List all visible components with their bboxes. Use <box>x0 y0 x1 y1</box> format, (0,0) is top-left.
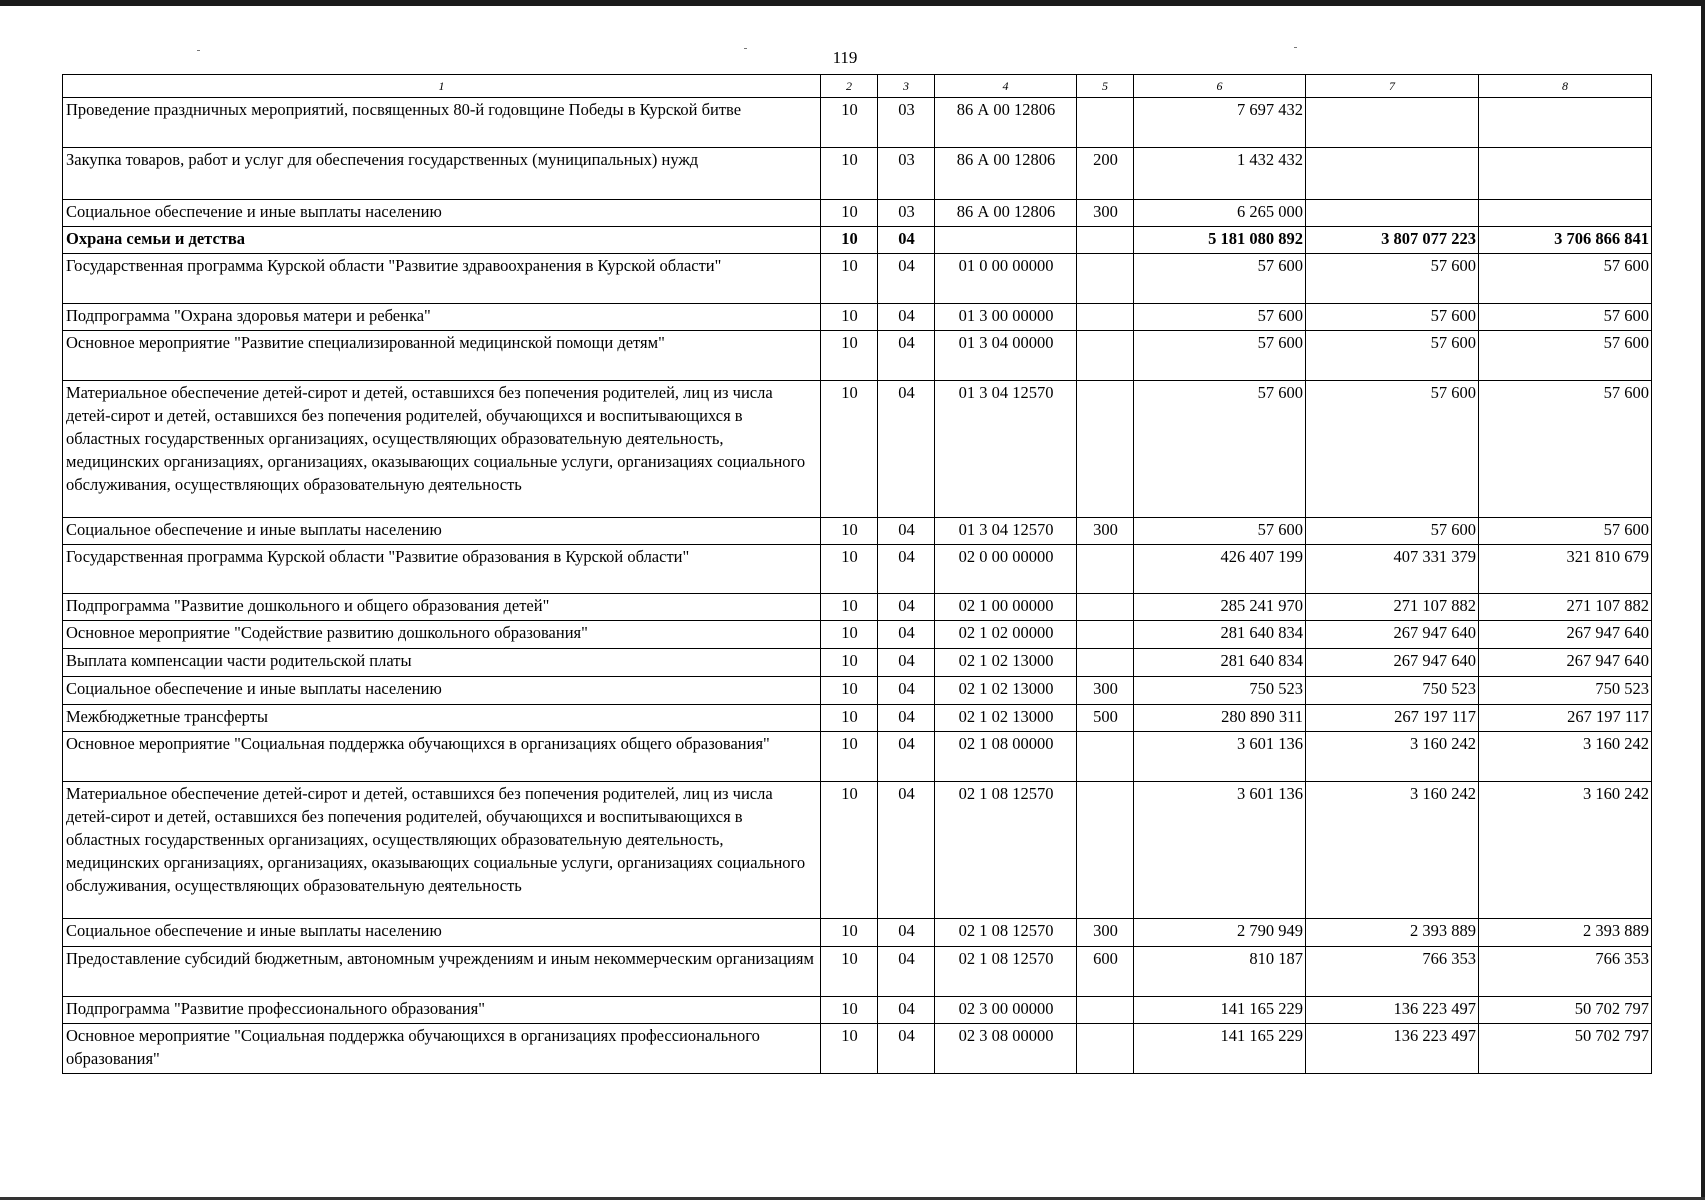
table-row <box>63 1024 1652 1074</box>
row-name: Подпрограмма "Охрана здоровья матери и ребенка" <box>63 304 821 331</box>
subsection-code: 04 <box>878 304 935 331</box>
target-article-code: 02 1 02 13000 <box>935 649 1077 677</box>
section-code: 10 <box>821 649 878 677</box>
subsection-code: 04 <box>878 621 935 649</box>
subsection-code: 03 <box>878 200 935 227</box>
amount-year-1: 5 181 080 892 <box>1134 227 1306 254</box>
subsection-code: 03 <box>878 98 935 148</box>
scan-border-right <box>1701 0 1705 1200</box>
section-code: 10 <box>821 677 878 705</box>
target-article-code: 02 1 00 00000 <box>935 594 1077 621</box>
amount-year-1: 750 523 <box>1134 677 1306 705</box>
amount-year-1: 281 640 834 <box>1134 621 1306 649</box>
subsection-code: 03 <box>878 148 935 200</box>
row-name: Социальное обеспечение и иные выплаты населению <box>63 677 821 705</box>
amount-year-3: 2 393 889 <box>1479 919 1652 947</box>
row-name: Основное мероприятие "Развитие специализированной медицинской помощи детям" <box>63 331 821 381</box>
amount-year-3: 50 702 797 <box>1479 1024 1652 1074</box>
table-row <box>63 782 1652 919</box>
subsection-code: 04 <box>878 947 935 997</box>
section-code: 10 <box>821 545 878 594</box>
table-row <box>63 545 1652 594</box>
section-code: 10 <box>821 98 878 148</box>
expense-type-code <box>1077 331 1134 381</box>
amount-year-1: 280 890 311 <box>1134 705 1306 732</box>
section-code: 10 <box>821 227 878 254</box>
page-number: 119 <box>832 48 858 67</box>
subsection-code: 04 <box>878 594 935 621</box>
amount-year-2: 3 160 242 <box>1306 782 1479 919</box>
target-article-code: 02 1 02 00000 <box>935 621 1077 649</box>
target-article-code: 02 1 08 12570 <box>935 947 1077 997</box>
amount-year-2: 766 353 <box>1306 947 1479 997</box>
row-name: Государственная программа Курской области "Развитие здравоохранения в Курской области" <box>63 254 821 304</box>
amount-year-2 <box>1306 148 1479 200</box>
amount-year-1: 3 601 136 <box>1134 732 1306 782</box>
expense-type-code <box>1077 732 1134 782</box>
row-name: Охрана семьи и детства <box>63 227 821 254</box>
section-code: 10 <box>821 594 878 621</box>
row-name: Государственная программа Курской области "Развитие образования в Курской области" <box>63 545 821 594</box>
expense-type-code <box>1077 254 1134 304</box>
target-article-code: 02 1 08 12570 <box>935 782 1077 919</box>
table-row <box>63 705 1652 732</box>
section-code: 10 <box>821 1024 878 1074</box>
table-row <box>63 997 1652 1024</box>
section-code: 10 <box>821 304 878 331</box>
amount-year-3: 267 947 640 <box>1479 649 1652 677</box>
row-name: Выплата компенсации части родительской платы <box>63 649 821 677</box>
target-article-code: 01 3 04 12570 <box>935 518 1077 545</box>
row-name: Материальное обеспечение детей-сирот и детей, оставшихся без попечения родителей, лиц из числа детей-сирот и детей, оставшихся без попечения родителей, обучающихся и воспитывающихся в областных государственных организациях, осуществляющих образовательную деятельность, медицинских организациях, организациях, оказывающих социальные услуги, организациях социального обслуживания, осуществляющих образовательную деятельность <box>63 381 821 518</box>
section-code: 10 <box>821 200 878 227</box>
row-name: Проведение праздничных мероприятий, посвященных 80-й годовщине Победы в Курской битве <box>63 98 821 148</box>
expense-type-code: 300 <box>1077 919 1134 947</box>
amount-year-3: 267 197 117 <box>1479 705 1652 732</box>
subsection-code: 04 <box>878 518 935 545</box>
amount-year-3: 57 600 <box>1479 331 1652 381</box>
amount-year-1: 3 601 136 <box>1134 782 1306 919</box>
table-row <box>63 677 1652 705</box>
amount-year-1: 57 600 <box>1134 381 1306 518</box>
row-name: Подпрограмма "Развитие дошкольного и общего образования детей" <box>63 594 821 621</box>
section-code: 10 <box>821 148 878 200</box>
row-name: Материальное обеспечение детей-сирот и детей, оставшихся без попечения родителей, лиц из числа детей-сирот и детей, оставшихся без попечения родителей, обучающихся и воспитывающихся в областных государственных организациях, осуществляющих образовательную деятельность, медицинских организациях, организациях, оказывающих социальные услуги, организациях социального обслуживания, осуществляющих образовательную деятельность <box>63 782 821 919</box>
column-number-row <box>63 75 1652 98</box>
target-article-code: 86 А 00 12806 <box>935 200 1077 227</box>
row-name: Социальное обеспечение и иные выплаты населению <box>63 518 821 545</box>
amount-year-1: 281 640 834 <box>1134 649 1306 677</box>
amount-year-3: 750 523 <box>1479 677 1652 705</box>
expense-type-code <box>1077 649 1134 677</box>
table-row <box>63 947 1652 997</box>
expense-type-code <box>1077 545 1134 594</box>
amount-year-2: 750 523 <box>1306 677 1479 705</box>
amount-year-2: 271 107 882 <box>1306 594 1479 621</box>
table-row <box>63 200 1652 227</box>
column-header: 3 <box>878 75 935 98</box>
expense-type-code: 300 <box>1077 200 1134 227</box>
row-name: Подпрограмма "Развитие профессионального образования" <box>63 997 821 1024</box>
subsection-code: 04 <box>878 705 935 732</box>
target-article-code: 02 3 08 00000 <box>935 1024 1077 1074</box>
subsection-code: 04 <box>878 732 935 782</box>
row-name: Основное мероприятие "Содействие развитию дошкольного образования" <box>63 621 821 649</box>
subsection-code: 04 <box>878 919 935 947</box>
amount-year-2: 57 600 <box>1306 254 1479 304</box>
amount-year-2: 57 600 <box>1306 304 1479 331</box>
target-article-code: 01 3 04 00000 <box>935 331 1077 381</box>
row-name: Предоставление субсидий бюджетным, автономным учреждениям и иным некоммерческим организациям <box>63 947 821 997</box>
expense-type-code <box>1077 304 1134 331</box>
column-header: 4 <box>935 75 1077 98</box>
amount-year-1: 57 600 <box>1134 254 1306 304</box>
target-article-code: 01 3 04 12570 <box>935 381 1077 518</box>
table-row <box>63 649 1652 677</box>
subsection-code: 04 <box>878 1024 935 1074</box>
row-name: Закупка товаров, работ и услуг для обеспечения государственных (муниципальных) нужд <box>63 148 821 200</box>
target-article-code: 02 1 08 00000 <box>935 732 1077 782</box>
section-code: 10 <box>821 997 878 1024</box>
column-header: 6 <box>1134 75 1306 98</box>
expense-type-code: 300 <box>1077 518 1134 545</box>
expense-type-code: 200 <box>1077 148 1134 200</box>
amount-year-1: 2 790 949 <box>1134 919 1306 947</box>
target-article-code: 86 А 00 12806 <box>935 98 1077 148</box>
target-article-code: 86 А 00 12806 <box>935 148 1077 200</box>
amount-year-3: 3 160 242 <box>1479 782 1652 919</box>
target-article-code: 02 0 00 00000 <box>935 545 1077 594</box>
table-row <box>63 304 1652 331</box>
column-header: 5 <box>1077 75 1134 98</box>
amount-year-1: 810 187 <box>1134 947 1306 997</box>
table-row <box>63 518 1652 545</box>
amount-year-2 <box>1306 200 1479 227</box>
amount-year-3 <box>1479 200 1652 227</box>
amount-year-3: 57 600 <box>1479 381 1652 518</box>
row-name: Основное мероприятие "Социальная поддержка обучающихся в организациях профессионального образования" <box>63 1024 821 1074</box>
section-code: 10 <box>821 381 878 518</box>
amount-year-1: 57 600 <box>1134 331 1306 381</box>
amount-year-2: 136 223 497 <box>1306 997 1479 1024</box>
section-code: 10 <box>821 331 878 381</box>
target-article-code: 01 0 00 00000 <box>935 254 1077 304</box>
amount-year-3: 50 702 797 <box>1479 997 1652 1024</box>
section-code: 10 <box>821 947 878 997</box>
table-row <box>63 621 1652 649</box>
budget-table <box>62 74 1652 1074</box>
amount-year-3: 57 600 <box>1479 304 1652 331</box>
section-code: 10 <box>821 254 878 304</box>
amount-year-3: 766 353 <box>1479 947 1652 997</box>
table-row-section-total <box>63 227 1652 254</box>
expense-type-code <box>1077 997 1134 1024</box>
expense-type-code: 300 <box>1077 677 1134 705</box>
expense-type-code <box>1077 227 1134 254</box>
amount-year-3: 271 107 882 <box>1479 594 1652 621</box>
expense-type-code <box>1077 1024 1134 1074</box>
amount-year-1: 141 165 229 <box>1134 997 1306 1024</box>
scan-border-top <box>0 0 1705 6</box>
amount-year-3: 57 600 <box>1479 254 1652 304</box>
amount-year-3 <box>1479 98 1652 148</box>
table-row <box>63 148 1652 200</box>
table-row <box>63 254 1652 304</box>
amount-year-3 <box>1479 148 1652 200</box>
expense-type-code: 500 <box>1077 705 1134 732</box>
expense-type-code <box>1077 98 1134 148</box>
expense-type-code <box>1077 594 1134 621</box>
amount-year-2: 267 197 117 <box>1306 705 1479 732</box>
amount-year-2: 57 600 <box>1306 381 1479 518</box>
subsection-code: 04 <box>878 331 935 381</box>
column-header: 2 <box>821 75 878 98</box>
subsection-code: 04 <box>878 677 935 705</box>
section-code: 10 <box>821 705 878 732</box>
amount-year-1: 1 432 432 <box>1134 148 1306 200</box>
row-name: Социальное обеспечение и иные выплаты населению <box>63 200 821 227</box>
target-article-code: 02 1 08 12570 <box>935 919 1077 947</box>
amount-year-1: 141 165 229 <box>1134 1024 1306 1074</box>
amount-year-2 <box>1306 98 1479 148</box>
amount-year-1: 426 407 199 <box>1134 545 1306 594</box>
subsection-code: 04 <box>878 254 935 304</box>
amount-year-2: 407 331 379 <box>1306 545 1479 594</box>
subsection-code: 04 <box>878 782 935 919</box>
amount-year-1: 285 241 970 <box>1134 594 1306 621</box>
amount-year-1: 6 265 000 <box>1134 200 1306 227</box>
amount-year-2: 57 600 <box>1306 331 1479 381</box>
table-row <box>63 98 1652 148</box>
table-row <box>63 331 1652 381</box>
column-header: 7 <box>1306 75 1479 98</box>
table-row <box>63 732 1652 782</box>
subsection-code: 04 <box>878 381 935 518</box>
section-code: 10 <box>821 621 878 649</box>
subsection-code: 04 <box>878 227 935 254</box>
row-name: Межбюджетные трансферты <box>63 705 821 732</box>
table-row <box>63 919 1652 947</box>
amount-year-1: 57 600 <box>1134 304 1306 331</box>
amount-year-3: 3 706 866 841 <box>1479 227 1652 254</box>
amount-year-3: 3 160 242 <box>1479 732 1652 782</box>
amount-year-2: 267 947 640 <box>1306 621 1479 649</box>
section-code: 10 <box>821 919 878 947</box>
amount-year-3: 57 600 <box>1479 518 1652 545</box>
amount-year-2: 3 160 242 <box>1306 732 1479 782</box>
target-article-code <box>935 227 1077 254</box>
amount-year-1: 57 600 <box>1134 518 1306 545</box>
target-article-code: 02 3 00 00000 <box>935 997 1077 1024</box>
amount-year-1: 7 697 432 <box>1134 98 1306 148</box>
amount-year-3: 321 810 679 <box>1479 545 1652 594</box>
target-article-code: 02 1 02 13000 <box>935 677 1077 705</box>
expense-type-code: 600 <box>1077 947 1134 997</box>
amount-year-2: 57 600 <box>1306 518 1479 545</box>
subsection-code: 04 <box>878 545 935 594</box>
expense-type-code <box>1077 782 1134 919</box>
section-code: 10 <box>821 518 878 545</box>
expense-type-code <box>1077 381 1134 518</box>
table-row <box>63 381 1652 518</box>
amount-year-2: 2 393 889 <box>1306 919 1479 947</box>
target-article-code: 02 1 02 13000 <box>935 705 1077 732</box>
amount-year-2: 136 223 497 <box>1306 1024 1479 1074</box>
expense-type-code <box>1077 621 1134 649</box>
table-row <box>63 594 1652 621</box>
amount-year-3: 267 947 640 <box>1479 621 1652 649</box>
amount-year-2: 267 947 640 <box>1306 649 1479 677</box>
row-name: Основное мероприятие "Социальная поддержка обучающихся в организациях общего образования" <box>63 732 821 782</box>
subsection-code: 04 <box>878 649 935 677</box>
target-article-code: 01 3 00 00000 <box>935 304 1077 331</box>
amount-year-2: 3 807 077 223 <box>1306 227 1479 254</box>
column-header: 8 <box>1479 75 1652 98</box>
section-code: 10 <box>821 732 878 782</box>
section-code: 10 <box>821 782 878 919</box>
row-name: Социальное обеспечение и иные выплаты населению <box>63 919 821 947</box>
column-header: 1 <box>63 75 821 98</box>
subsection-code: 04 <box>878 997 935 1024</box>
